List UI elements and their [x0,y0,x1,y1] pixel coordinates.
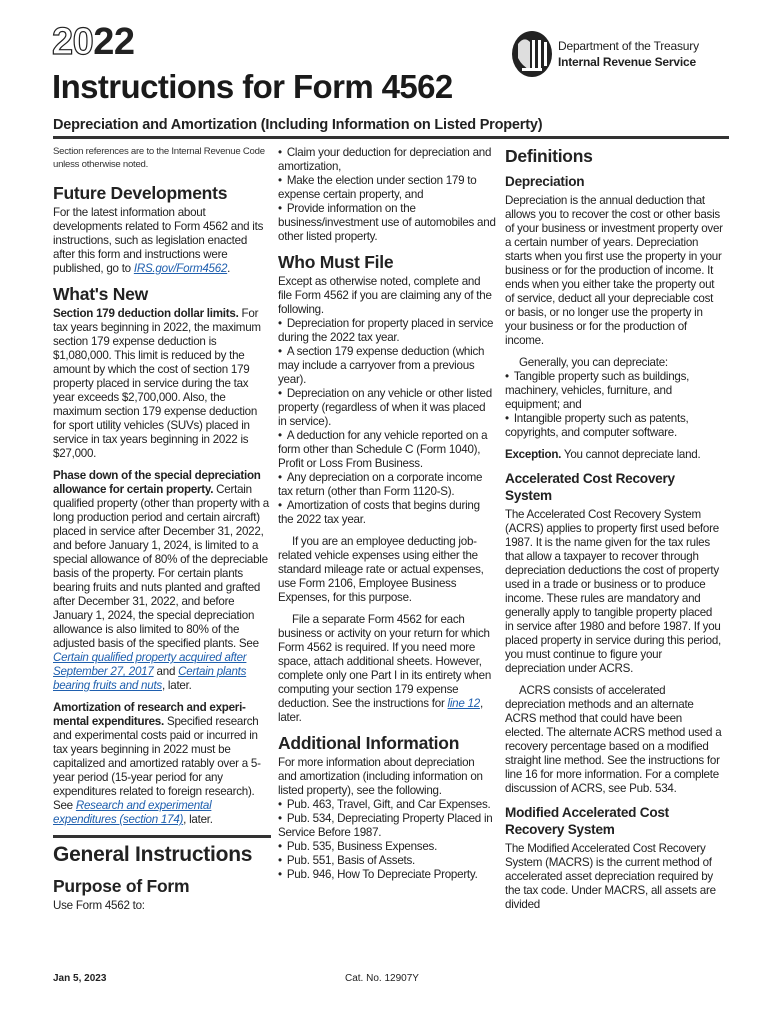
paragraph [505,842,723,912]
text-run: Pub. 535, Business Expenses. [286,840,438,853]
text-run: , later. [161,679,192,692]
text-run: Future Developments [53,183,228,203]
section-heading [53,876,271,897]
agency-department: Department of the Treasury [558,39,699,53]
bullet-item [278,146,496,174]
irs-eagle-logo-icon [510,30,554,78]
text-run: Accelerated Cost Recovery System [505,471,675,503]
text-run: What's New [53,284,149,304]
text-run: Provide information on the business/investment use of automobiles and other listed property. [278,202,496,243]
subsection-heading [505,173,723,190]
text-run: and [153,665,179,678]
paragraph [53,206,271,276]
text-run: Purpose of Form [53,876,190,896]
text-run: A section 179 expense deduction (which may include a carryover from a previous year). [278,345,485,386]
text-run: Definitions [505,146,593,166]
text-run: Depreciation for property placed in service during the 2022 tax year. [278,317,494,344]
text-run: Depreciation on any vehicle or other listed property (regardless of when it was placed in service). [278,387,492,428]
paragraph [505,508,723,676]
text-run: The Modified Accelerated Cost Recovery System (MACRS) is the current method of accelerated asset depreciation required by the tax code. Under MACRS, all assets are divided [505,842,716,911]
page-title: Instructions for Form 4562 [52,68,453,105]
agency-block [510,30,699,78]
text-run: If you are an employee deducting job-related vehicle expenses using either the standard mileage rate or actual expenses, use Form 2106, Employee Business Expenses, for this purpose. [278,535,484,604]
paragraph [278,275,496,317]
text-run: Except as otherwise noted, complete and file Form 4562 if you are claiming any of the following. [278,275,492,316]
text-run: Specified research and experimental costs paid or incurred in tax years beginning in 2022 must be capitalized and amortized ratably over a 5-year period (15-year period for any expenditures related to foreign research). See [53,715,261,812]
subsection-heading [505,470,723,504]
text-run: Make the election under section 179 to expense certain property, and [278,174,477,201]
text-run: Amortization of costs that begins during the 2022 tax year. [278,499,480,526]
subsection-heading [505,804,723,838]
bullet-item [278,499,496,527]
run-in-heading: Section 179 deduction dollar limits. [53,307,239,320]
column-left [53,146,271,921]
text-run: Pub. 551, Basis of Assets. [286,854,416,867]
section-heading [53,835,271,868]
bullet-item [278,317,496,345]
section-note [53,146,271,171]
text-run: A deduction for any vehicle reported on a form other than Schedule C (Form 1040), Profit or Loss From Business. [278,429,488,470]
paragraph [505,356,723,370]
text-run: Pub. 463, Travel, Gift, and Car Expenses. [286,798,491,811]
bullet-item [278,471,496,499]
text-run: , later. [183,813,213,826]
reference-link[interactable]: Certain plants bearing fruits and nuts [53,665,247,692]
text-run: Additional Information [278,733,460,753]
text-run: ACRS consists of accelerated depreciation methods and an alternate ACRS method that could have been elected. The alternate ACRS method used a recovery percentage based on a modified straight line method. See the instructions for line 16 for more information. For a complete discussion of ACRS, see Pub. 534. [505,684,722,795]
section-heading [278,733,496,754]
text-run: Claim your deduction for depreciation and amortization, [278,146,492,173]
text-run: Modified Accelerated Cost Recovery System [505,805,669,837]
text-run: Intangible property such as patents, copyrights, and computer software. [505,412,689,439]
text-run: Generally, you can depreciate: [519,356,668,369]
paragraph [278,756,496,798]
reference-link[interactable]: Research and experimental expenditures (section 174) [53,799,212,826]
reference-link[interactable]: IRS.gov/Form4562 [133,262,228,275]
paragraph [505,448,723,462]
page-subtitle: Depreciation and Amortization (Including Information on Listed Property) [53,117,543,133]
section-heading [505,146,723,167]
text-run: Depreciation is the annual deduction that allows you to recover the cost or other basis of your business or investment property over a certain number of years. Depreciation starts when you first use the property in your business or for the production of income. It ends when you either take the property out of service, deduct all your depreciable cost or basis, or no longer use the property in your business or for the production of income. [505,194,723,347]
run-in-heading: Exception. [505,448,562,461]
tax-year-outline: 20 [52,21,94,63]
text-run: General Instructions [53,843,253,866]
text-run: Pub. 534, Depreciating Property Placed in Service Before 1987. [278,812,493,839]
section-heading [53,284,271,305]
run-in-heading: Amortization of research and experimental expenditures. [53,701,246,728]
paragraph [278,535,496,605]
bullet-item [505,370,723,412]
text-run: For more information about depreciation and amortization (including information on listed property), see the following. [278,756,483,797]
bullet-item [278,202,496,244]
column-right [505,146,723,920]
paragraph [505,684,723,796]
text-run: The Accelerated Cost Recovery System (ACRS) applies to property first used before 1987. It is the name given for the tax rules that allow a taxpayer to recover through depreciation deductions the cost of property used in a trade or business or to produce income. These rules are mandatory and generally apply to tangible property placed in service after 1980 and before 1987. If you placed property in service during this period, you must continue to figure your depreciation under ACRS. [505,508,721,675]
bullet-item [278,429,496,471]
text-run: Tangible property such as buildings, machinery, vehicles, furniture, and equipment; and [505,370,690,411]
tax-year-bold: 22 [93,21,135,63]
text-run: . [227,262,231,275]
paragraph [505,194,723,348]
paragraph [53,307,271,461]
text-run: For tax years beginning in 2022, the maximum section 179 expense deduction is $1,080,000. This limit is reduced by the amount by which the cost of section 179 property placed in service during the tax year exceeds $2,700,000. Also, the maximum section 179 expense deduction for sport utility vehicles (SUVs) placed in service in tax years beginning in 2022 is $27,000. [53,307,261,460]
paragraph [53,469,271,693]
text-run: File a separate Form 4562 for each business or activity on your return for which Form 4562 is required. If you need more space, attach additional sheets. However, complete only one Part I in its entirety when computing your section 179 expense deduction. See the instructions for [278,613,492,710]
run-in-heading: Phase down of the special depreciation allowance for certain property. [53,469,261,496]
bullet-item [278,798,496,812]
bullet-item [278,345,496,387]
bullet-item [278,868,496,882]
text-run: Certain qualified property (other than property with a long production period and certain aircraft) placed in service after December 31, 2022, and before January 1, 2024, is limited to a special allowance of 80% of the depreciable basis of the property. For certain plants bearing fruits and nuts planted and grafted after December 31, 2022, and before January 1, 2024, the special depreciation allowance is also limited to 80% of the adjusted basis of the specified plants. See [53,483,269,650]
section-heading [53,183,271,204]
column-middle [278,146,496,882]
agency-service: Internal Revenue Service [558,55,696,69]
reference-link[interactable]: line 12 [447,697,480,710]
text-run: Section references are to the Internal Revenue Code unless otherwise noted. [53,146,265,170]
section-heading [278,252,496,273]
text-run: Who Must File [278,252,394,272]
text-run: Pub. 946, How To Depreciate Property. [286,868,478,881]
catalog-number: Cat. No. 12907Y [345,973,419,984]
reference-link[interactable]: Certain qualified property acquired after September 27, 2017 [53,651,247,678]
text-run: , later. [278,697,483,724]
text-run: For the latest information about developments related to Form 4562 and its instructions, such as legislation enacted after this form and instructions were published, go to [53,206,264,275]
text-run: You cannot depreciate land. [561,448,701,461]
bullet-item [278,174,496,202]
bullet-item [278,854,496,868]
header-divider [53,136,729,139]
bullet-item [278,387,496,429]
text-run: Use Form 4562 to: [53,899,145,912]
tax-year [52,22,135,62]
paragraph [53,701,271,827]
text-run: Depreciation [505,174,585,189]
paragraph [53,899,271,913]
revision-date: Jan 5, 2023 [53,973,107,984]
bullet-item [278,812,496,840]
paragraph [278,613,496,725]
text-run: Any depreciation on a corporate income tax return (other than Form 1120-S). [278,471,483,498]
bullet-item [505,412,723,440]
bullet-item [278,840,496,854]
